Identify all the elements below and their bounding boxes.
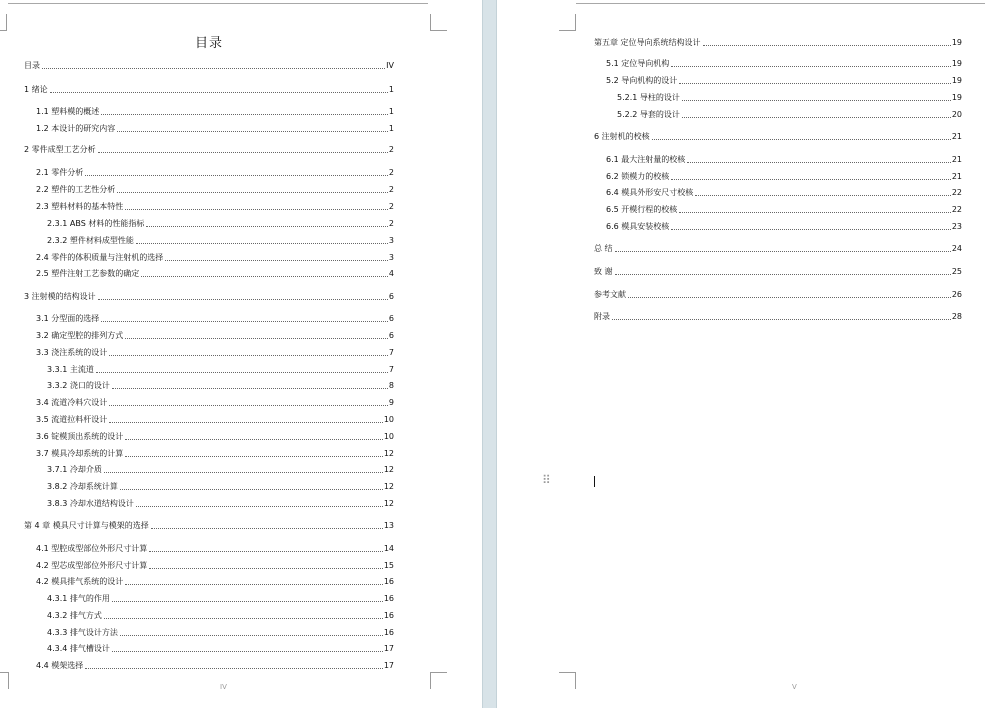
toc-dot-leader (679, 82, 951, 84)
toc-entry-title: 3.4 流道冷料穴设计 (36, 398, 108, 407)
toc-entry-page: 20 (951, 110, 962, 119)
toc-entry-title: 参考文献 (594, 290, 626, 299)
toc-dot-leader (679, 211, 951, 213)
toc-entry-title: 6.4 模具外形安尺寸校核 (606, 188, 694, 197)
toc-entry-title: 3.8.2 冷却系统计算 (47, 482, 118, 491)
toc-dot-leader (141, 275, 388, 277)
toc-entry-title: 2.3 塑料材料的基本特性 (36, 202, 124, 211)
toc-dot-leader (149, 567, 383, 569)
toc-entry[interactable] (594, 108, 962, 120)
toc-entry[interactable] (24, 559, 394, 571)
toc-dot-leader (125, 455, 383, 457)
crop-mark (430, 14, 447, 31)
toc-dot-leader (109, 354, 388, 356)
toc-entry-page: 1 (388, 124, 394, 133)
toc-entry[interactable] (594, 288, 962, 300)
toc-entry-title: 2.3.2 塑件材料成型性能 (47, 236, 134, 245)
toc-dot-leader (50, 91, 388, 93)
toc-entry-title: 第五章 定位导向系统结构设计 (594, 38, 701, 47)
toc-entry-page: 14 (383, 544, 394, 553)
toc-entry-page: 19 (951, 93, 962, 102)
toc-entry-page: 17 (383, 644, 394, 653)
toc-dot-leader (120, 634, 383, 636)
toc-entry-page: 1 (388, 107, 394, 116)
toc-dot-leader (112, 650, 383, 652)
page-number-footer: V (792, 683, 797, 691)
toc-entry-title: 2.3.1 ABS 材料的性能指标 (47, 219, 145, 228)
toc-dot-leader (151, 527, 383, 529)
toc-entry-title: 2.5 塑件注射工艺参数的确定 (36, 269, 140, 278)
toc-entry-page: 25 (951, 267, 962, 276)
toc-dot-leader (628, 296, 951, 298)
toc-entry-page: 19 (951, 38, 962, 47)
toc-dot-leader (104, 471, 383, 473)
toc-entry-page: 12 (383, 465, 394, 474)
toc-entry-page: 19 (951, 76, 962, 85)
toc-entry-page: 23 (951, 222, 962, 231)
toc-entry-title: 4.3.2 排气方式 (47, 611, 102, 620)
toc-entry-title: 4.1 型腔成型部位外形尺寸计算 (36, 544, 148, 553)
toc-entry-title: 1.1 塑料模的概述 (36, 107, 100, 116)
toc-entry-page: 16 (383, 577, 394, 586)
toc-entry-title: 3.3 浇注系统的设计 (36, 348, 108, 357)
toc-entry-page: 3 (388, 253, 394, 262)
toc-entry[interactable] (24, 200, 394, 212)
toc-dot-leader (125, 583, 383, 585)
toc-entry-page: 16 (383, 594, 394, 603)
toc-entry-title: 3.3.2 浇口的设计 (47, 381, 110, 390)
crop-mark (430, 672, 447, 689)
toc-entry-page: 3 (388, 236, 394, 245)
toc-dot-leader (98, 151, 388, 153)
toc-entry[interactable] (24, 83, 394, 95)
toc-entry-page: 2 (388, 185, 394, 194)
toc-entry[interactable] (24, 234, 394, 246)
toc-dot-leader (671, 65, 951, 67)
toc-dot-leader (149, 550, 383, 552)
toc-entry-page: 2 (388, 202, 394, 211)
toc-entry[interactable] (24, 290, 394, 302)
toc-dot-leader (682, 116, 951, 118)
toc-dot-leader (109, 421, 383, 423)
toc-entry-title: 总 结 (594, 244, 613, 253)
toc-entry[interactable] (24, 463, 394, 475)
toc-entry-page: 2 (388, 168, 394, 177)
toc-dot-leader (615, 273, 951, 275)
toc-entry[interactable] (24, 166, 394, 178)
toc-dot-leader (42, 67, 385, 69)
toc-entry[interactable] (24, 267, 394, 279)
toc-entry[interactable] (24, 122, 394, 134)
toc-entry-title: 3.3.1 主流道 (47, 365, 94, 374)
toc-entry[interactable] (24, 312, 394, 324)
toc-entry-page: 8 (388, 381, 394, 390)
toc-entry[interactable] (24, 183, 394, 195)
toc-dot-leader (615, 250, 951, 252)
toc-dot-leader (96, 371, 388, 373)
toc-entry-title: 4.2 型芯成型部位外形尺寸计算 (36, 561, 148, 570)
toc-entry-title: 附录 (594, 312, 610, 321)
toc-entry[interactable] (24, 363, 394, 375)
toc-entry[interactable] (594, 57, 962, 69)
page-gutter (482, 0, 497, 708)
toc-dot-leader (695, 194, 951, 196)
toc-entry-page: 17 (383, 661, 394, 670)
toc-entry-page: 21 (951, 132, 962, 141)
toc-entry[interactable] (24, 143, 394, 155)
toc-entry-page: 12 (383, 499, 394, 508)
toc-entry-title: 第 4 章 模具尺寸计算与模架的选择 (24, 521, 149, 530)
page-top-border (576, 3, 985, 4)
toc-entry-title: 4.4 模架选择 (36, 661, 84, 670)
toc-entry-title: 4.3.4 排气槽设计 (47, 644, 110, 653)
toc-dot-leader (687, 161, 951, 163)
toc-entry[interactable] (594, 186, 962, 198)
toc-entry-page: 7 (388, 365, 394, 374)
toc-entry[interactable] (24, 59, 394, 71)
toc-dot-leader (104, 617, 383, 619)
toc-entry[interactable] (24, 642, 394, 654)
crop-mark (0, 14, 7, 31)
toc-entry[interactable] (594, 153, 962, 165)
toc-dot-leader (682, 99, 951, 101)
toc-entry[interactable] (24, 251, 394, 263)
toc-dot-leader (85, 174, 388, 176)
toc-entry-title: 1 绪论 (24, 85, 48, 94)
toc-dot-leader (612, 318, 951, 320)
toc-entry-page: 10 (383, 432, 394, 441)
toc-entry-title: 6.5 开模行程的校核 (606, 205, 678, 214)
toc-dot-leader (101, 320, 388, 322)
toc-entry-page: 6 (388, 331, 394, 340)
toc-entry[interactable] (24, 430, 394, 442)
toc-dot-leader (146, 225, 388, 227)
toc-entry-page: 21 (951, 172, 962, 181)
toc-entry-title: 5.2.1 导柱的设计 (617, 93, 680, 102)
toc-entry-page: 10 (383, 415, 394, 424)
toc-entry-page: 28 (951, 312, 962, 321)
toc-entry-title: 目录 (24, 61, 40, 70)
toc-entry-title: 2.2 塑件的工艺性分析 (36, 185, 116, 194)
toc-entry-title: 4.3.1 排气的作用 (47, 594, 110, 603)
toc-entry[interactable] (24, 575, 394, 587)
toc-entry-title: 3.7.1 冷却介质 (47, 465, 102, 474)
toc-entry[interactable] (24, 497, 394, 509)
toc-entry[interactable] (594, 242, 962, 254)
toc-entry-page: 26 (951, 290, 962, 299)
toc-entry-title: 3.8.3 冷却水道结构设计 (47, 499, 134, 508)
toc-entry-page: 4 (388, 269, 394, 278)
toc-entry-page: 21 (951, 155, 962, 164)
drag-handle-icon[interactable]: ⠿ (542, 473, 551, 487)
toc-dot-leader (112, 600, 383, 602)
crop-mark (559, 672, 576, 689)
text-cursor (594, 476, 595, 487)
toc-dot-leader (136, 242, 388, 244)
toc-dot-leader (117, 191, 388, 193)
toc-dot-leader (109, 404, 388, 406)
toc-dot-leader (125, 438, 383, 440)
toc-entry-title: 4.3.3 排气设计方法 (47, 628, 118, 637)
toc-entry-page: 16 (383, 611, 394, 620)
toc-entry[interactable] (24, 480, 394, 492)
page-number-footer: IV (220, 683, 227, 691)
toc-entry[interactable] (594, 265, 962, 277)
toc-entry-page: 12 (383, 482, 394, 491)
toc-entry[interactable] (594, 203, 962, 215)
toc-entry-page: 7 (388, 348, 394, 357)
toc-entry-title: 2.1 零件分析 (36, 168, 84, 177)
toc-entry-title: 5.1 定位导向机构 (606, 59, 670, 68)
toc-dot-leader (671, 178, 951, 180)
toc-dot-leader (101, 113, 388, 115)
toc-entry[interactable] (24, 626, 394, 638)
toc-entry[interactable] (24, 346, 394, 358)
toc-entry[interactable] (594, 220, 962, 232)
toc-entry-page: 1 (388, 85, 394, 94)
toc-dot-leader (120, 488, 383, 490)
toc-dot-leader (652, 138, 951, 140)
toc-entry-title: 3.1 分型面的选择 (36, 314, 100, 323)
toc-title: 目录 (194, 36, 223, 51)
toc-dot-leader (98, 298, 388, 300)
toc-entry-title: 2 零件成型工艺分析 (24, 145, 96, 154)
toc-entry-title: 6.2 锁模力的校核 (606, 172, 670, 181)
toc-entry[interactable] (24, 396, 394, 408)
toc-dot-leader (703, 44, 951, 46)
toc-entry-page: 12 (383, 449, 394, 458)
toc-entry[interactable] (24, 519, 394, 531)
toc-entry-title: 3.6 锭模顶出系统的设计 (36, 432, 124, 441)
toc-entry-page: IV (386, 61, 394, 70)
toc-entry-title: 6.1 最大注射量的校核 (606, 155, 686, 164)
toc-dot-leader (117, 130, 388, 132)
toc-entry-title: 3.7 模具冷却系统的计算 (36, 449, 124, 458)
toc-dot-leader (671, 228, 951, 230)
toc-entry[interactable] (594, 91, 962, 103)
toc-entry-page: 16 (383, 628, 394, 637)
toc-entry[interactable] (24, 609, 394, 621)
toc-entry[interactable] (24, 592, 394, 604)
toc-entry-page: 22 (951, 188, 962, 197)
toc-dot-leader (85, 667, 383, 669)
crop-mark (0, 672, 9, 689)
toc-entry-page: 19 (951, 59, 962, 68)
toc-entry-title: 4.2 模具排气系统的设计 (36, 577, 124, 586)
toc-entry[interactable] (24, 217, 394, 229)
document-page-right[interactable] (497, 0, 985, 708)
crop-mark (559, 14, 576, 31)
toc-entry-page: 6 (388, 314, 394, 323)
toc-dot-leader (125, 337, 388, 339)
toc-entry[interactable] (594, 170, 962, 182)
toc-dot-leader (165, 259, 388, 261)
toc-entry-title: 2.4 零件的体积质量与注射机的选择 (36, 253, 164, 262)
toc-entry[interactable] (594, 310, 962, 322)
toc-entry[interactable] (24, 413, 394, 425)
toc-entry[interactable] (24, 105, 394, 117)
toc-entry-page: 2 (388, 219, 394, 228)
toc-entry-page: 13 (383, 521, 394, 530)
toc-entry-title: 5.2.2 导套的设计 (617, 110, 680, 119)
toc-entry[interactable] (24, 379, 394, 391)
toc-entry[interactable] (24, 542, 394, 554)
toc-entry[interactable] (24, 659, 394, 671)
toc-dot-leader (136, 505, 383, 507)
toc-entry[interactable] (594, 130, 962, 142)
toc-entry-page: 6 (388, 292, 394, 301)
toc-entry-title: 3.5 流道拉料杆设计 (36, 415, 108, 424)
toc-dot-leader (112, 387, 388, 389)
toc-entry-title: 1.2 本设计的研究内容 (36, 124, 116, 133)
toc-entry-page: 24 (951, 244, 962, 253)
toc-dot-leader (125, 208, 388, 210)
toc-entry-title: 6.6 模具安装校核 (606, 222, 670, 231)
toc-entry-title: 致 谢 (594, 267, 613, 276)
toc-entry[interactable] (594, 74, 962, 86)
toc-entry-page: 2 (388, 145, 394, 154)
toc-entry-title: 3.2 确定型腔的排列方式 (36, 331, 124, 340)
toc-entry-page: 15 (383, 561, 394, 570)
page-top-border (8, 3, 428, 4)
toc-entry-title: 6 注射机的校核 (594, 132, 650, 141)
toc-entry-title: 3 注射模的结构设计 (24, 292, 96, 301)
toc-entry[interactable] (24, 329, 394, 341)
toc-entry[interactable] (594, 36, 962, 48)
toc-entry-title: 5.2 导向机构的设计 (606, 76, 678, 85)
toc-entry[interactable] (24, 447, 394, 459)
toc-entry-page: 9 (388, 398, 394, 407)
toc-entry-page: 22 (951, 205, 962, 214)
